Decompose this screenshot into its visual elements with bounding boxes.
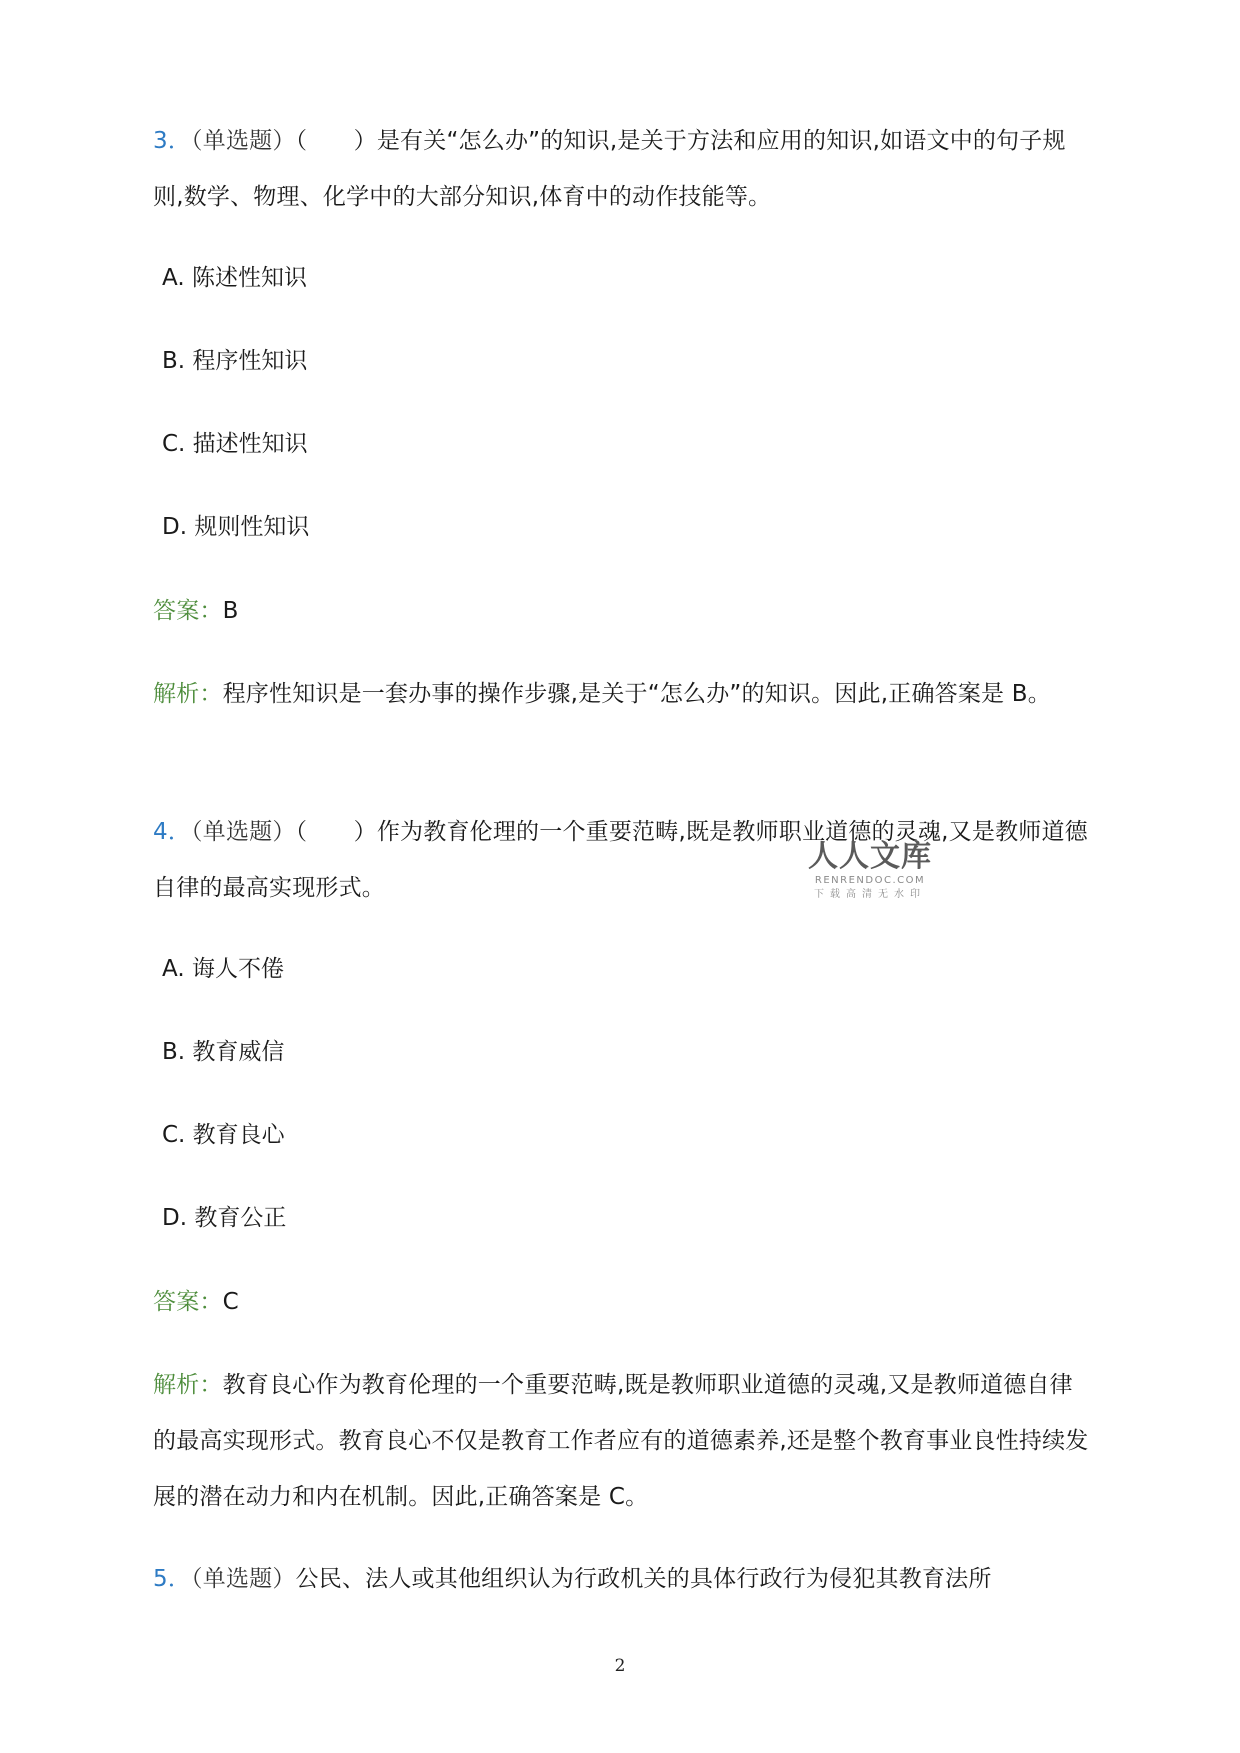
option-b: B. 程序性知识: [162, 348, 308, 374]
option-b: B. 教育威信: [162, 1039, 285, 1065]
question-number: 5．: [153, 1566, 192, 1592]
option-d: D. 教育公正: [162, 1205, 287, 1231]
option-d: D. 规则性知识: [162, 514, 310, 540]
answer-label: 答案：: [153, 598, 223, 624]
analysis-text: 程序性知识是一套办事的操作步骤,是关于“怎么办”的知识。因此,正确答案是 B。: [222, 681, 1051, 707]
question-number: 4．: [153, 819, 192, 845]
analysis-text: 教育良心作为教育伦理的一个重要范畴,既是教师职业道德的灵魂,又是教师道德自律的最高实现形式。教育良心不仅是教育工作者应有的道德素养,还是整个教育事业良性持续发展的潜在动力和内在机制。因此,正确答案是 C。: [153, 1372, 1089, 1510]
question-type: （单选题）: [191, 819, 296, 845]
question-type: （单选题）: [191, 1566, 296, 1592]
question-text: （ ）是有关“怎么办”的知识,是关于方法和应用的知识,如语文中的句子规则,数学、物理、化学中的大部分知识,体育中的动作技能等。: [153, 128, 1066, 210]
question-4-stem: [153, 804, 1090, 916]
question-text: 公民、法人或其他组织认为行政机关的具体行政行为侵犯其教育法所: [295, 1566, 992, 1592]
analysis-paragraph: [153, 666, 1090, 722]
option-c: C. 教育良心: [162, 1122, 285, 1148]
question-5-stem: [153, 1551, 1090, 1607]
watermark-title: 人人文库: [808, 839, 932, 874]
page-number: 2: [614, 1656, 626, 1676]
answer-label: 答案：: [153, 1289, 223, 1315]
option-c: C. 描述性知识: [162, 431, 308, 457]
analysis-label: 解析：: [153, 681, 223, 707]
watermark-subtitle: 下载高清无水印: [814, 889, 926, 900]
question-type: （单选题）: [191, 128, 296, 154]
answer-value: C: [222, 1289, 239, 1315]
question-3-stem: [153, 113, 1090, 225]
answer-value: B: [222, 598, 239, 624]
answer-line: [153, 583, 1090, 639]
analysis-paragraph: [153, 1357, 1090, 1525]
question-text: （ ）作为教育伦理的一个重要范畴,既是教师职业道德的灵魂,又是教师道德自律的最高实现形式。: [153, 819, 1088, 901]
watermark-domain: RENRENDOC.COM: [814, 875, 926, 886]
question-number: 3．: [153, 128, 192, 154]
option-a: A. 诲人不倦: [162, 956, 284, 982]
option-a: A. 陈述性知识: [162, 265, 307, 291]
answer-line: [153, 1274, 1090, 1330]
watermark-logo: [800, 840, 940, 902]
analysis-label: 解析：: [153, 1372, 223, 1398]
